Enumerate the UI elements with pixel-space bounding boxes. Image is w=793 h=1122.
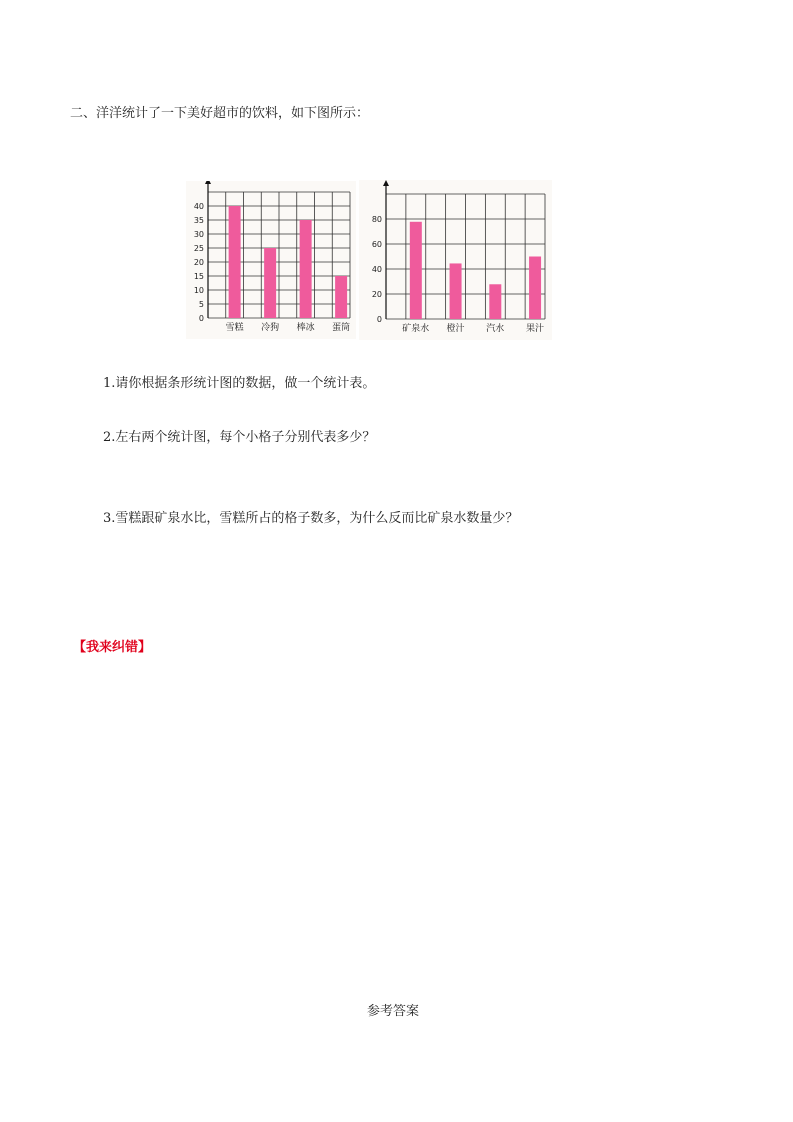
y-tick-label: 30: [193, 230, 204, 239]
category-label: 矿泉水: [402, 324, 430, 334]
category-label: 蛋筒: [332, 323, 351, 333]
y-tick-label: 80: [371, 215, 382, 224]
bar-4: [529, 257, 541, 320]
category-label: 冷狗: [261, 323, 280, 333]
category-label: 橙汁: [446, 324, 465, 334]
category-label: 雪糕: [225, 323, 244, 333]
y-tick-label: 25: [193, 244, 204, 253]
bar-3: [300, 220, 312, 318]
right-bar-chart-svg: [359, 180, 552, 340]
y-tick-label: 20: [371, 290, 382, 299]
answers-heading: 参考答案: [367, 1004, 420, 1019]
y-tick-label: 60: [371, 240, 382, 249]
bar-2: [450, 263, 462, 319]
y-tick-label: 0: [198, 314, 204, 323]
y-tick-label: 0: [376, 315, 382, 324]
y-tick-label: 5: [198, 300, 204, 309]
bar-3: [489, 284, 501, 319]
y-tick-label: 35: [193, 216, 204, 225]
category-label: 果汁: [526, 324, 545, 334]
bar-4: [335, 276, 347, 318]
y-axis-arrow: [205, 181, 211, 184]
question-2: 2.左右两个统计图，每个小格子分别代表多少？: [103, 430, 376, 445]
bar-2: [264, 248, 276, 318]
correction-heading: 【我来纠错】: [73, 640, 152, 655]
y-tick-label: 10: [193, 286, 204, 295]
category-label: 棒冰: [296, 323, 315, 333]
left-bar-chart: [186, 181, 356, 339]
y-tick-label: 20: [193, 258, 204, 267]
right-bar-chart: [359, 180, 552, 340]
question-3: 3.雪糕跟矿泉水比，雪糕所占的格子数多，为什么反而比矿泉水数量少？: [103, 511, 519, 526]
category-label: 汽水: [486, 324, 505, 334]
bar-1: [410, 222, 422, 319]
bar-1: [229, 206, 241, 318]
section-heading: 二、洋洋统计了一下美好超市的饮料，如下图所示：: [70, 106, 370, 121]
question-1: 1.请你根据条形统计图的数据，做一个统计表。: [103, 376, 376, 391]
y-tick-label: 40: [371, 265, 382, 274]
y-tick-label: 40: [193, 202, 204, 211]
y-axis-arrow: [383, 180, 389, 186]
left-bar-chart-svg: [186, 181, 356, 339]
y-tick-label: 15: [193, 272, 204, 281]
